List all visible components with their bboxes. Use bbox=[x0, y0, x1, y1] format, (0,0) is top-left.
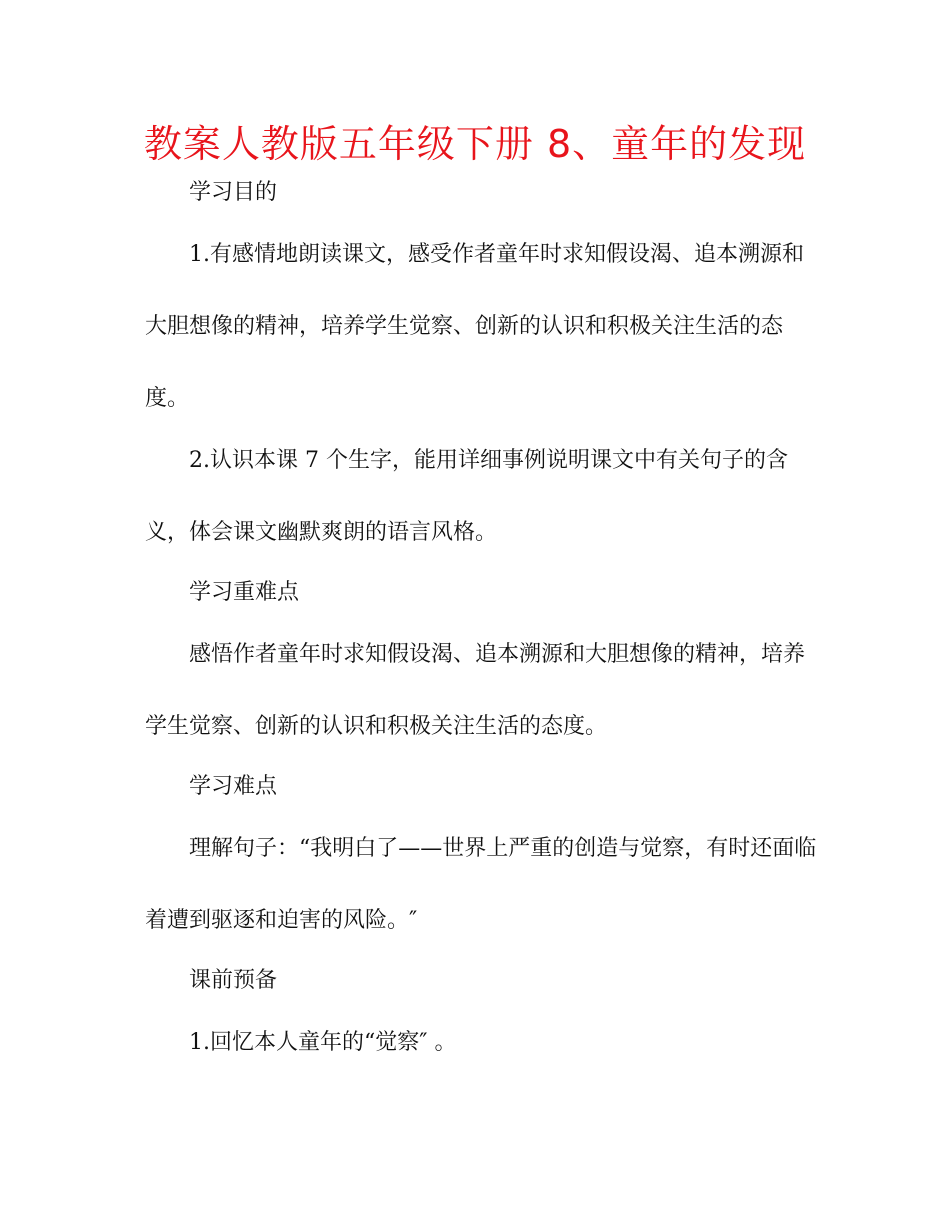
section-heading-difficulties: 学习难点 bbox=[189, 774, 278, 799]
paragraph-line: 度。 bbox=[145, 386, 190, 411]
paragraph-line: 着遭到驱逐和迫害的风险。″ bbox=[145, 908, 418, 933]
paragraph-line: 1.回忆本人童年的“觉察″ 。 bbox=[189, 1030, 457, 1055]
paragraph-line: 1.有感情地朗读课文，感受作者童年时求知假设渴、追本溯源和 bbox=[189, 242, 804, 267]
paragraph-line: 理解句子：“我明白了——世界上严重的创造与觉察，有时还面临 bbox=[189, 836, 817, 861]
paragraph-line: 学生觉察、创新的认识和积极关注生活的态度。 bbox=[145, 714, 608, 739]
paragraph-line: 2.认识本课 7 个生字，能用详细事例说明课文中有关句子的含 bbox=[189, 448, 788, 473]
document-title: 教案人教版五年级下册 8、童年的发现 bbox=[143, 122, 807, 166]
paragraph-line: 大胆想像的精神，培养学生觉察、创新的认识和积极关注生活的态 bbox=[145, 314, 784, 339]
paragraph-line: 感悟作者童年时求知假设渴、追本溯源和大胆想像的精神，培养 bbox=[189, 642, 806, 667]
section-heading-key-points: 学习重难点 bbox=[189, 580, 300, 605]
paragraph-line: 义，体会课文幽默爽朗的语言风格。 bbox=[145, 520, 498, 545]
section-heading-preparation: 课前预备 bbox=[189, 968, 278, 993]
section-heading-learning-goals: 学习目的 bbox=[189, 180, 278, 205]
